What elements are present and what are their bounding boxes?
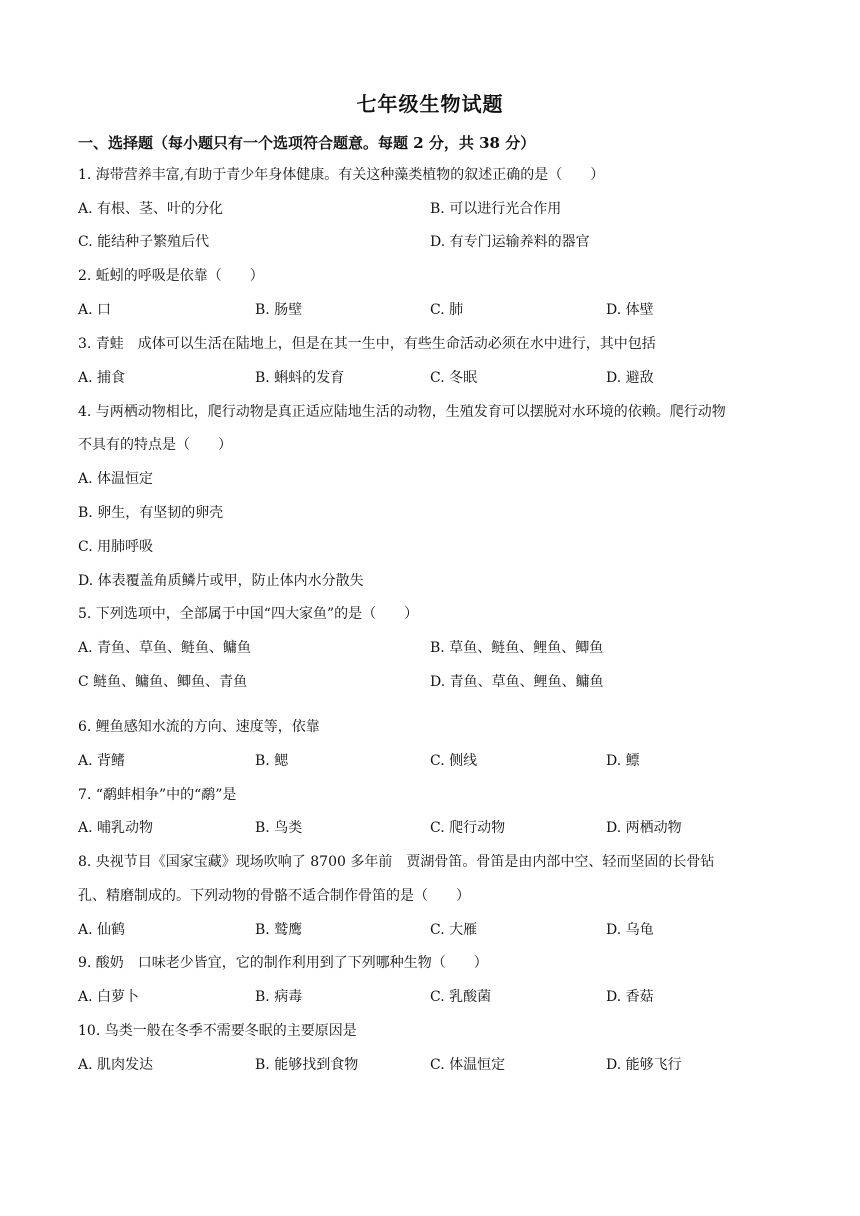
question-10-option-a: A. 肌肉发达 [78,1057,154,1073]
question-9-option-b: B. 病毒 [255,989,303,1005]
question-1-option-c: C. 能结种子繁殖后代 [78,234,210,250]
question-1-option-d: D. 有专门运输养料的器官 [430,234,590,250]
question-3-option-a: A. 捕食 [78,370,126,386]
question-7-option-c: C. 爬行动物 [430,820,506,836]
question-5-option-c: C 鲢鱼、鳙鱼、鲫鱼、青鱼 [78,674,248,690]
question-4-option-a: A. 体温恒定 [78,471,154,487]
question-7-option-d: D. 两栖动物 [606,820,682,836]
question-10-text: 10. 鸟类一般在冬季不需要冬眠的主要原因是 [78,1023,357,1039]
question-3-text: 3. 青蛙 成体可以生活在陆地上，但是在其一生中，有些生命活动必须在水中进行，其中包括 [78,336,656,352]
question-6-option-a: A. 背鳍 [78,753,126,769]
question-8-option-a: A. 仙鹤 [78,922,126,938]
question-5-option-a: A. 青鱼、草鱼、鲢鱼、鳙鱼 [78,640,252,656]
question-3-option-d: D. 避敌 [606,370,654,386]
question-1-option-a: A. 有根、茎、叶的分化 [78,201,224,217]
question-5-text: 5. 下列选项中，全部属于中国“四大家鱼”的是（ ） [78,606,419,622]
question-4-text-continued: 不具有的特点是（ ） [78,437,232,453]
question-9-option-a: A. 白萝卜 [78,989,140,1005]
question-7-option-b: B. 鸟类 [255,820,303,836]
question-8-text-continued: 孔、精磨制成的。下列动物的骨骼不适合制作骨笛的是（ ） [78,888,470,904]
question-10-option-c: C. 体温恒定 [430,1057,506,1073]
question-3-option-c: C. 冬眠 [430,370,478,386]
question-5-option-b: B. 草鱼、鲢鱼、鲤鱼、鲫鱼 [430,640,604,656]
question-10-option-b: B. 能够找到食物 [255,1057,359,1073]
question-4-option-d: D. 体表覆盖角质鳞片或甲，防止体内水分散失 [78,573,364,589]
question-8-option-d: D. 乌龟 [606,922,654,938]
question-3-option-b: B. 蝌蚪的发育 [255,370,345,386]
question-4-option-b: B. 卵生，有坚韧的卵壳 [78,505,224,521]
question-4-text: 4. 与两栖动物相比，爬行动物是真正适应陆地生活的动物，生殖发育可以摆脱对水环境的依赖。爬行动物 [78,404,726,420]
question-10-option-d: D. 能够飞行 [606,1057,682,1073]
question-6-option-b: B. 鳃 [255,753,289,769]
question-1-option-b: B. 可以进行光合作用 [430,201,562,217]
question-9-option-c: C. 乳酸菌 [430,989,492,1005]
page-title: 七年级生物试题 [356,92,504,116]
question-4-option-c: C. 用肺呼吸 [78,539,154,555]
question-8-text: 8. 央视节目《国家宝藏》现场吹响了 8700 多年前 贾湖骨笛。骨笛是由内部中空、轻而坚固的长骨钻 [78,854,715,870]
question-1-text: 1. 海带营养丰富,有助于青少年身体健康。有关这种藻类植物的叙述正确的是（ ） [78,167,605,183]
question-2-option-d: D. 体壁 [606,302,654,318]
question-6-option-c: C. 侧线 [430,753,478,769]
question-5-option-d: D. 青鱼、草鱼、鲤鱼、鳙鱼 [430,674,604,690]
question-2-option-a: A. 口 [78,302,112,318]
question-6-text: 6. 鲤鱼感知水流的方向、速度等，依靠 [78,719,320,735]
question-2-option-b: B. 肠壁 [255,302,303,318]
question-9-text: 9. 酸奶 口味老少皆宜，它的制作利用到了下列哪种生物（ ） [78,955,488,971]
question-7-option-a: A. 哺乳动物 [78,820,154,836]
question-7-text: 7. “鹬蚌相争”中的“鹬”是 [78,787,237,803]
question-2-text: 2. 蚯蚓的呼吸是依靠（ ） [78,268,264,284]
question-6-option-d: D. 鳔 [606,753,640,769]
question-8-option-c: C. 大雁 [430,922,478,938]
question-2-option-c: C. 肺 [430,302,464,318]
question-8-option-b: B. 鹫鹰 [255,922,303,938]
question-9-option-d: D. 香菇 [606,989,654,1005]
section-heading: 一、选择题（每小题只有一个选项符合题意。每题 2 分，共 38 分） [78,134,536,152]
